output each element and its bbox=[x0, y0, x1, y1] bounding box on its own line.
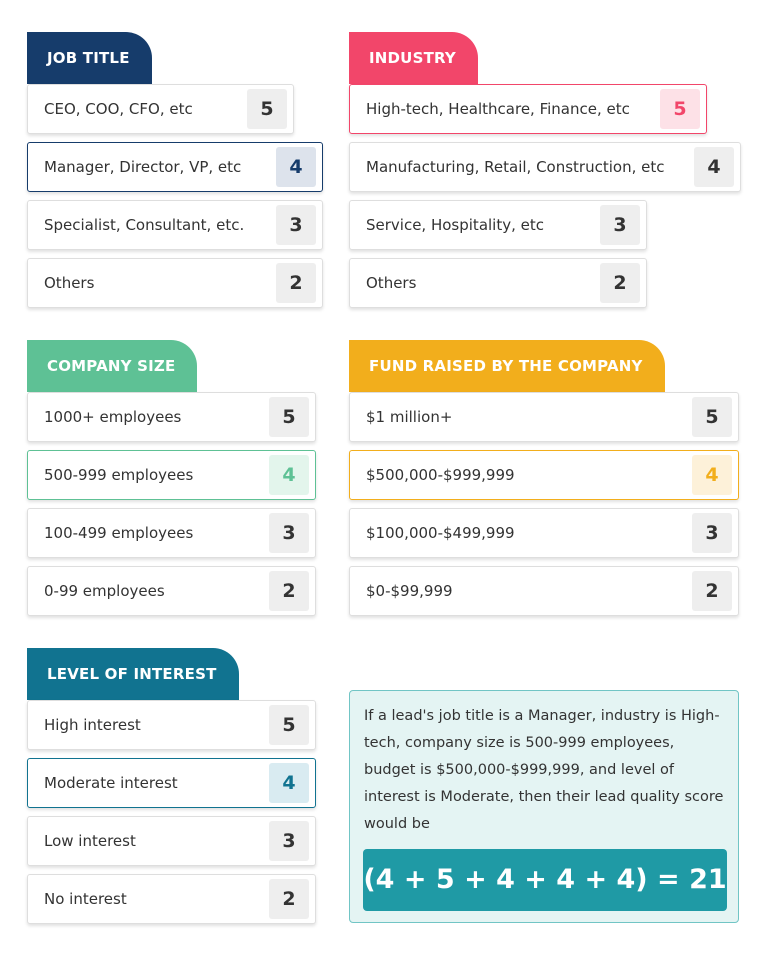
interest-group bbox=[27, 648, 316, 932]
interest-row-low bbox=[27, 816, 316, 866]
score-badge: 3 bbox=[600, 205, 640, 245]
score-formula: (4 + 5 + 4 + 4 + 4) = 21 bbox=[363, 849, 727, 911]
row-label: Service, Hospitality, etc bbox=[366, 216, 544, 234]
score-badge: 2 bbox=[269, 879, 309, 919]
job-title-header: JOB TITLE bbox=[27, 32, 152, 84]
score-badge: 5 bbox=[692, 397, 732, 437]
fund-row-500k bbox=[349, 450, 739, 500]
row-label: $1 million+ bbox=[366, 408, 453, 426]
fund-row-1m bbox=[349, 392, 739, 442]
row-label: Others bbox=[366, 274, 417, 292]
industry-rows bbox=[349, 84, 741, 308]
industry-header: INDUSTRY bbox=[349, 32, 478, 84]
industry-row-others bbox=[349, 258, 647, 308]
row-label: CEO, COO, CFO, etc bbox=[44, 100, 193, 118]
score-badge: 5 bbox=[269, 397, 309, 437]
row-label: $500,000-$999,999 bbox=[366, 466, 515, 484]
score-badge: 4 bbox=[276, 147, 316, 187]
company-size-row-500 bbox=[27, 450, 316, 500]
row-label: Manager, Director, VP, etc bbox=[44, 158, 242, 176]
fund-raised-header: FUND RAISED BY THE COMPANY bbox=[349, 340, 665, 392]
industry-row-hightech bbox=[349, 84, 707, 134]
fund-raised-rows bbox=[349, 392, 739, 616]
company-size-header: COMPANY SIZE bbox=[27, 340, 197, 392]
row-label: 1000+ employees bbox=[44, 408, 182, 426]
interest-row-high bbox=[27, 700, 316, 750]
score-badge: 2 bbox=[269, 571, 309, 611]
job-title-row-manager bbox=[27, 142, 323, 192]
score-badge: 4 bbox=[269, 455, 309, 495]
score-badge: 2 bbox=[276, 263, 316, 303]
row-label: $0-$99,999 bbox=[366, 582, 453, 600]
company-size-row-100 bbox=[27, 508, 316, 558]
score-badge: 4 bbox=[694, 147, 734, 187]
row-label: High-tech, Healthcare, Finance, etc bbox=[366, 100, 630, 118]
fund-row-0 bbox=[349, 566, 739, 616]
company-size-row-1000 bbox=[27, 392, 316, 442]
row-label: 0-99 employees bbox=[44, 582, 165, 600]
job-title-row-others bbox=[27, 258, 323, 308]
score-badge: 3 bbox=[276, 205, 316, 245]
industry-row-service bbox=[349, 200, 647, 250]
job-title-row-ceo bbox=[27, 84, 294, 134]
row-label: 500-999 employees bbox=[44, 466, 194, 484]
job-title-rows bbox=[27, 84, 323, 308]
score-badge: 3 bbox=[269, 513, 309, 553]
company-size-rows bbox=[27, 392, 316, 616]
company-size-group bbox=[27, 340, 316, 624]
score-badge: 2 bbox=[600, 263, 640, 303]
interest-row-none bbox=[27, 874, 316, 924]
score-badge: 2 bbox=[692, 571, 732, 611]
industry-row-manufacturing bbox=[349, 142, 741, 192]
score-badge: 5 bbox=[247, 89, 287, 129]
row-label: Others bbox=[44, 274, 95, 292]
example-note bbox=[349, 690, 739, 923]
row-label: $100,000-$499,999 bbox=[366, 524, 515, 542]
row-label: Manufacturing, Retail, Construction, etc bbox=[366, 158, 665, 176]
score-badge: 3 bbox=[692, 513, 732, 553]
interest-row-moderate bbox=[27, 758, 316, 808]
row-label: Low interest bbox=[44, 832, 136, 850]
job-title-row-specialist bbox=[27, 200, 323, 250]
row-label: Moderate interest bbox=[44, 774, 178, 792]
score-badge: 5 bbox=[269, 705, 309, 745]
row-label: 100-499 employees bbox=[44, 524, 194, 542]
row-label: No interest bbox=[44, 890, 127, 908]
job-title-group bbox=[27, 32, 323, 316]
score-badge: 5 bbox=[660, 89, 700, 129]
interest-header: LEVEL OF INTEREST bbox=[27, 648, 239, 700]
interest-rows bbox=[27, 700, 316, 924]
row-label: High interest bbox=[44, 716, 141, 734]
fund-row-100k bbox=[349, 508, 739, 558]
row-label: Specialist, Consultant, etc. bbox=[44, 216, 245, 234]
industry-group bbox=[349, 32, 741, 316]
score-badge: 4 bbox=[692, 455, 732, 495]
score-badge: 4 bbox=[269, 763, 309, 803]
fund-raised-group bbox=[349, 340, 739, 624]
example-text: If a lead's job title is a Manager, industry is High-tech, company size is 500-999 employees, budget is $500,000-$999,999, and level of interest is Moderate, then their lead quality score would be bbox=[364, 708, 724, 832]
company-size-row-0 bbox=[27, 566, 316, 616]
score-badge: 3 bbox=[269, 821, 309, 861]
